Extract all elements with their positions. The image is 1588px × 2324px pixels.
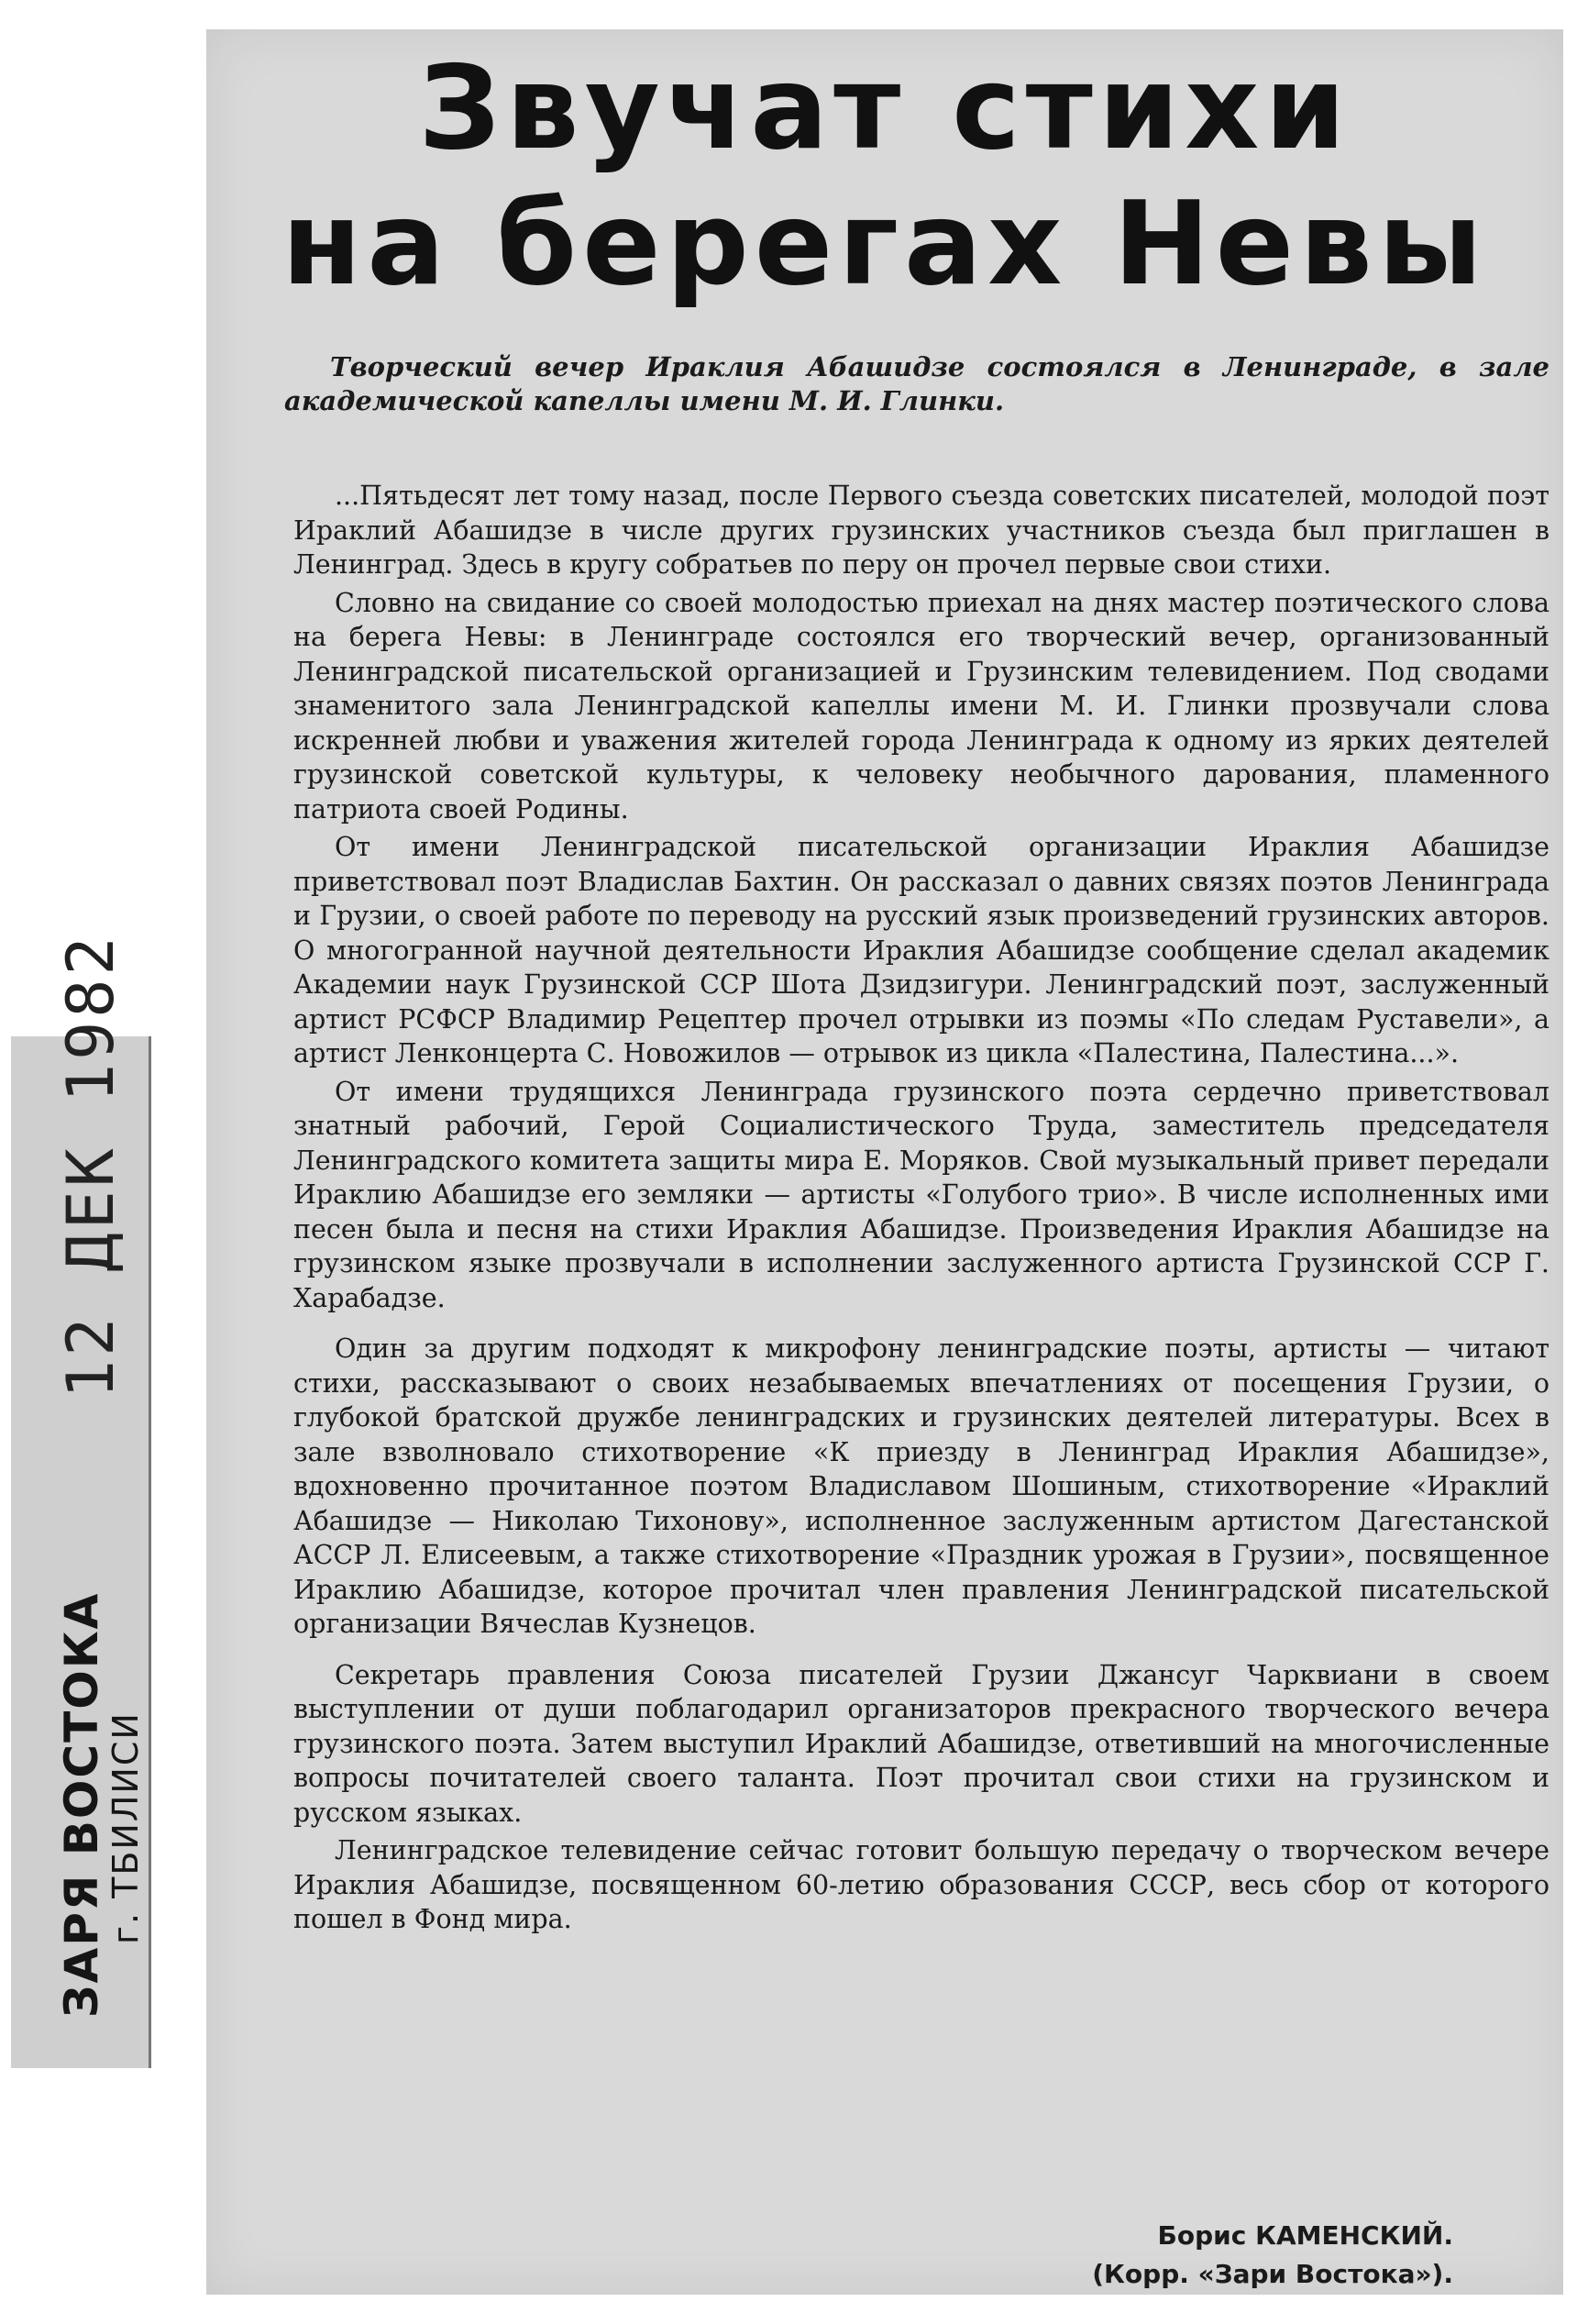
newspaper-clipping [206, 29, 1563, 2295]
paragraph: От имени трудящихся Ленинграда грузинского поэта сердечно приветствовал знатный рабочий, Герой Социалистического Труда, заместитель председателя Ленинградского комитета защиты мира Е. Моряков. Свой музыкальный привет передали Ираклию Абашидзе его земляки — артисты «Голубого трио». В числе исполненных ими песен была и песня на стихи Ираклия Абашидзе. Произведения Ираклия Абашидзе на грузинском языке прозвучали в исполнении заслуженного артиста Грузинской ССР Г. Харабадзе. [293, 1076, 1549, 1313]
paragraph: От имени Ленинградской писательской организации Ираклия Абашидзе приветствовал поэт Владислав Бахтин. Он рассказал о давних связях поэтов Ленинграда и Грузии, о своей работе по переводу на русский язык произведений грузинских авторов. О многогранной научной деятельности Ираклия Абашидзе сообщение сделал академик Академии наук Грузинской ССР Шота Дзидзигури. Ленинградский поэт, заслуженный артист РСФСР Владимир Рецептер прочел отрывки из поэмы «По следам Руставели», а артист Ленконцерта С. Новожилов — отрывок из цикла «Палестина, Палестина...». [293, 832, 1549, 1068]
headline-line-1: Звучат стихи [418, 40, 1351, 175]
byline [1092, 2217, 1453, 2294]
headline-line-2: на берегах Невы [281, 176, 1488, 311]
article-body [293, 479, 1549, 1941]
date-stamp: 12 ДЕК 1982 [53, 933, 128, 1399]
author-name: Борис КАМЕНСКИЙ. [1157, 2220, 1453, 2251]
paragraph: ...Пятьдесят лет тому назад, после Первого съезда советских писателей, молодой поэт Ираклий Абашидзе в числе других грузинских участников съезда был приглашен в Ленинград. Здесь в кругу собратьев по перу он прочел первые свои стихи. [293, 481, 1549, 580]
article-lead: Творческий вечер Ираклия Абашидзе состоялся в Ленинграде, в зале академической капеллы имени М. И. Глинки. [284, 351, 1549, 416]
paragraph: Словно на свидание со своей молодостью приехал на днях мастер поэтического слова на берега Невы: в Ленинграде состоялся его творческий вечер, организованный Ленинградской писательской организацией и Грузинским телевидением. Под сводами знаменитого зала Ленинградской капеллы имени М. И. Глинки прозвучали слова искренней любви и уважения жителей города Ленинграда к одному из ярких деятелей грузинской советской культуры, к человеку необычного дарования, пламенного патриота своей Родины. [293, 587, 1549, 824]
paragraph: Один за другим подходят к микрофону ленинградские поэты, артисты — читают стихи, рассказывают о своих незабываемых впечатлениях от посещения Грузии, о глубокой братской дружбе ленинградских и грузинских деятелей литературы. Всех в зале взволновало стихотворение «К приезду в Ленинград Ираклия Абашидзе», вдохновенно прочитанное поэтом Владиславом Шошиным, стихотворение «Ираклий Абашидзе — Николаю Тихонову», исполненное заслуженным артистом Дагестанской АССР Л. Елисеевым, а также стихотворение «Праздник урожая в Грузии», посвященное Ираклию Абашидзе, которое прочитал член правления Ленинградской писательской организации Вячеслав Кузнецов. [293, 1334, 1549, 1639]
newspaper-city: г. ТБИЛИСИ [105, 1711, 146, 1944]
paragraph: Ленинградское телевидение сейчас готовит большую передачу о творческом вечере Ираклия Абашидзе, посвященном 60-летию образования СССР, весь сбор от которого пошел в Фонд мира. [293, 1835, 1549, 1934]
article-headline [206, 40, 1563, 312]
paragraph: Секретарь правления Союза писателей Грузии Джансуг Чарквиани в своем выступлении от души поблагодарил организаторов прекрасного творческого вечера грузинского поэта. Затем выступил Ираклий Абашидзе, ответивший на многочисленные вопросы почитателей своего таланта. Поэт прочитал свои стихи на грузинском и русском языках. [293, 1659, 1549, 1828]
author-affiliation: (Корр. «Зари Востока»). [1092, 2259, 1453, 2289]
newspaper-name: ЗАРЯ ВОСТОКА [55, 1591, 108, 2018]
